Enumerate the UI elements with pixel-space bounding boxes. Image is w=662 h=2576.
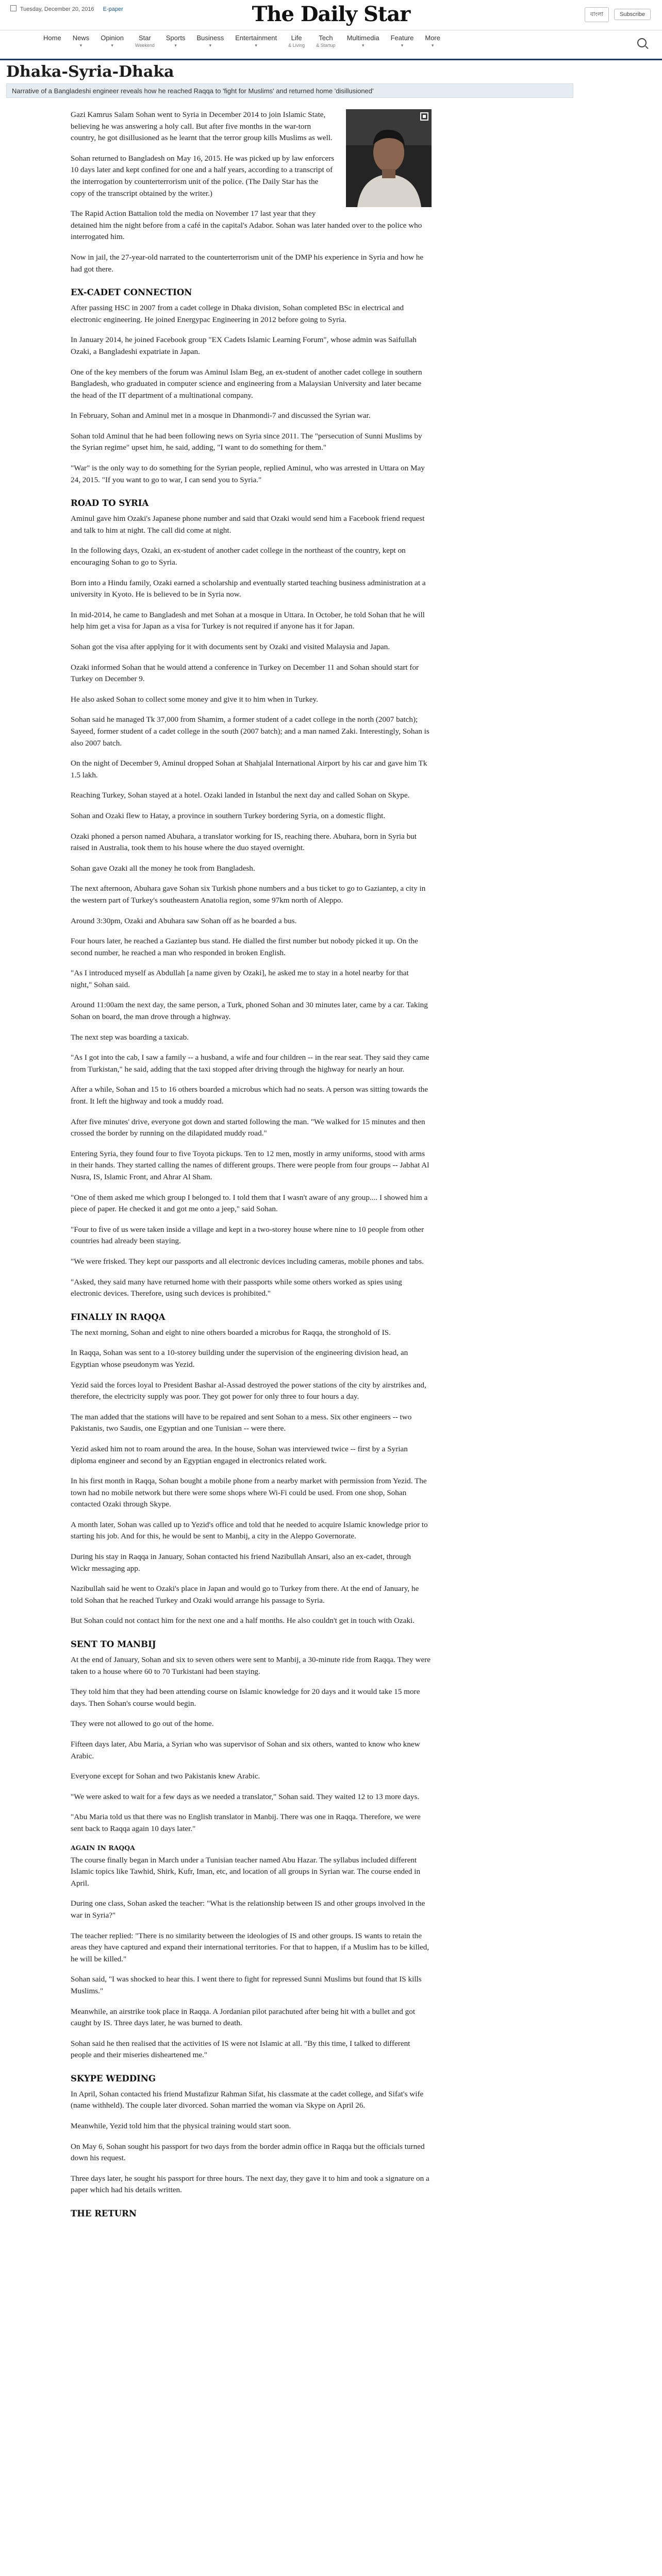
main-nav	[0, 30, 662, 60]
paragraph: Entering Syria, they found four to five Toyota pickups. Ten to 12 men, mostly in army uniforms, stood with arms in their hands. They started calling the names of different groups. There were people from four groups -- Jabhat Al Nusra, IS, Islamic Front, and Ahrar Al Sham.	[71, 1149, 429, 1181]
nav-item-sub: ▾	[401, 43, 404, 48]
nav-item[interactable]	[135, 34, 155, 49]
paragraph: In Raqqa, Sohan was sent to a 10-storey building under the supervision of the engineering division head, an Egyptian whose pseudonym was Yezid.	[71, 1348, 408, 1369]
expand-icon[interactable]	[420, 112, 428, 121]
paragraph: "As I got into the cab, I saw a family -- a husband, a wife and four children -- in the rear seat. They said they came from Turkistan," he said, adding that the taxi stopped after driving through the highway for nearly an hour.	[71, 1053, 429, 1074]
paragraph: He also asked Sohan to collect some money and give it to him when in Turkey.	[71, 694, 318, 704]
paragraph: "Four to five of us were taken inside a village and kept in a two-storey house where nine to 10 people from other countries had already been staying.	[71, 1225, 424, 1246]
paragraph: After a while, Sohan and 15 to 16 others boarded a microbus which had no seats. A person was sitting towards the front. It left the highway and took a muddy road.	[71, 1085, 428, 1106]
nav-item-sub: ▾	[255, 43, 257, 48]
bangla-link[interactable]: বাংলা	[585, 7, 609, 22]
paragraph: Four hours later, he reached a Gaziantep bus stand. He dialled the first number but nobody picked it up. On the second number, he reached a man who responded in broken English.	[71, 937, 418, 957]
section-heading: EX-CADET CONNECTION	[71, 287, 192, 298]
nav-item-sub: & Startup	[316, 43, 336, 48]
paragraph: In February, Sohan and Aminul met in a mosque in Dhanmondi-7 and discussed the Syrian war.	[71, 411, 371, 420]
paragraph: Sohan said he managed Tk 37,000 from Shamim, a former student of a cadet college in the north (2007 batch); Sayeed, former student of a cadet college in the south (2007 batch); and a man named Zaki. Interestingly, Sohan is also 2007 batch.	[71, 715, 429, 748]
nav-item[interactable]	[347, 34, 379, 49]
paragraph: Aminul gave him Ozaki's Japanese phone number and said that Ozaki would send him a Facebook friend request and talk to him at night. The call did come at night.	[71, 514, 425, 535]
epaper-link[interactable]: E-paper	[103, 6, 123, 12]
paragraph: They were not allowed to go out of the home.	[71, 1719, 214, 1728]
paragraph: In mid-2014, he came to Bangladesh and met Sohan at a mosque in Uttara. In October, he told Sohan that he will help him get a visa for Japan as a visa for Turkey is not required if anyone has it for Japan.	[71, 610, 425, 631]
paragraph: Everyone except for Sohan and two Pakistanis knew Arabic.	[71, 1772, 260, 1781]
paragraph: During his stay in Raqqa in January, Sohan contacted his friend Nazibullah Ansari, also an ex-cadet, through Wickr messaging app.	[71, 1552, 411, 1573]
current-date: Tuesday, December 20, 2016	[20, 6, 94, 12]
nav-item-label: Sports	[166, 34, 186, 42]
nav-item[interactable]	[288, 34, 305, 49]
paragraph: Three days later, he sought his passport for three hours. The next day, they gave it to him and took a signature on a paper which had his details written.	[71, 2174, 429, 2195]
nav-item[interactable]	[166, 34, 186, 49]
paragraph: Sohan told Aminul that he had been following news on Syria since 2011. The "persecution of Sunni Muslims by the Syrian regime" upset him, he said, adding, "I want to do something for them."	[71, 431, 422, 452]
paragraph: After passing HSC in 2007 from a cadet college in Dhaka division, Sohan completed BSc in electrical and electronic engineering. He joined Energypac Engineering in 2012 before going to Syria.	[71, 303, 404, 324]
paragraph: At the end of January, Sohan and six to seven others were sent to Manbij, a 30-minute ride from Raqqa. They were taken to a house where 60 to 70 Turkistani had been staying.	[71, 1655, 431, 1676]
paragraph: After five minutes' drive, everyone got down and started following the man. "We walked for 15 minutes and then crossed the border by running on the dilapidated muddy road."	[71, 1117, 425, 1138]
paragraph: "As I introduced myself as Abdullah [a name given by Ozaki], he asked me to stay in a hotel nearby for that night," Sohan said.	[71, 969, 409, 989]
nav-item-sub: Weekend	[135, 43, 155, 48]
paragraph: Sohan returned to Bangladesh on May 16, 2015. He was picked up by law enforcers 10 days later and kept confined for one and a half years, according to a transcript of the interrogation by counterterrorism unit of the police. (The Daily Star has the copy of the transcript obtained by the writer.)	[71, 154, 335, 198]
nav-item-label: More	[425, 34, 440, 42]
paragraph: The next afternoon, Abuhara gave Sohan six Turkish phone numbers and a bus ticket to go to Gaziantep, a city in the western part of Turkey's southeastern Anatolia region, some 97km north of Aleppo.	[71, 884, 426, 905]
paragraph: But Sohan could not contact him for the next one and a half months. He also couldn't get in touch with Ozaki.	[71, 1616, 415, 1625]
nav-item[interactable]	[196, 34, 224, 49]
top-links	[582, 7, 651, 22]
paragraph: Around 11:00am the next day, the same person, a Turk, phoned Sohan and 30 minutes later, came by a car. Taking Sohan on board, the man drove through a highway.	[71, 1001, 428, 1022]
paragraph: The Rapid Action Battalion told the media on November 17 last year that they detained him the night before from a café in the capital's Adabor. Sohan was later handed over to the police who interrogated him.	[71, 209, 422, 242]
nav-item[interactable]	[43, 34, 61, 42]
nav-item-sub: ▾	[209, 43, 212, 48]
paragraph: During one class, Sohan asked the teacher: "What is the relationship between IS and other groups involved in the war in Syria?"	[71, 1899, 425, 1920]
paragraph: On May 6, Sohan sought his passport for two days from the border admin office in Raqqa but the officials turned down his request.	[71, 2142, 425, 2163]
nav-item[interactable]	[316, 34, 336, 49]
section-heading: THE RETURN	[71, 2209, 137, 2219]
nav-item-label: Multimedia	[346, 34, 379, 42]
nav-item-label: Entertainment	[235, 34, 277, 42]
paragraph: Ozaki phoned a person named Abuhara, a translator working for IS, reaching there. Abuhara, born in Syria but raised in Australia, took them to his house where the duo stayed overnight.	[71, 832, 417, 853]
paragraph: Now in jail, the 27-year-old narrated to the counterterrorism unit of the DMP his experience in Syria and how he had got there.	[71, 252, 424, 274]
article-photo[interactable]	[346, 109, 432, 207]
nav-item-label: Home	[43, 34, 61, 42]
section-heading: ROAD TO SYRIA	[71, 498, 149, 509]
paragraph: "One of them asked me which group I belonged to. I told them that I wasn't aware of any group.... I showed him a piece of paper. He checked it and got me onto a jeep," said Sohan.	[71, 1193, 428, 1214]
paragraph: The next step was boarding a taxicab.	[71, 1032, 189, 1042]
paragraph: Born into a Hindu family, Ozaki earned a scholarship and eventually started teaching business administration at a university in Kyoto. He is believed to be in Syria now.	[71, 578, 426, 599]
paragraph: They told him that they had been attending course on Islamic knowledge for 20 days and it would take 15 more days. Then Sohan's course would begin.	[71, 1687, 420, 1708]
section-heading: FINALLY IN RAQQA	[71, 1312, 166, 1322]
nav-item-label: Tech	[319, 34, 333, 42]
nav-item-sub: ▾	[111, 43, 113, 48]
paragraph: The course finally began in March under a Tunisian teacher named Abu Hazar. The syllabus included different Islamic topics like Tawhid, Shirk, Kufr, Iman, etc, and location of all groups in Syrian war. The course ended in April.	[71, 1855, 421, 1888]
paragraph: "Asked, they said many have returned home with their passports while some others worked as spies using electronic devices. Therefore, using such devices is prohibited."	[71, 1277, 402, 1298]
paragraph: Gazi Kamrus Salam Sohan went to Syria in December 2014 to join Islamic State, believing he was answering a holy call. But after five months in the war-torn country, he got disillusioned as he learnt that the terror group kills Muslims as well.	[71, 110, 333, 143]
top-bar	[0, 0, 662, 30]
nav-item-sub: ▾	[174, 43, 177, 48]
paragraph: Sohan said he then realised that the activities of IS were not Islamic at all. "By this time, I talked to different people and their miseries disheartened me."	[71, 2039, 410, 2060]
nav-item-label: Opinion	[101, 34, 124, 42]
nav-item[interactable]	[391, 34, 414, 49]
paragraph: On the night of December 9, Aminul dropped Sohan at Shahjalal International Airport by his car and gave him Tk 1.5 lakh.	[71, 759, 427, 779]
nav-item[interactable]	[101, 34, 124, 49]
paragraph: A month later, Sohan was called up to Yezid's office and told that he needed to acquire Islamic knowledge prior to starting his job. And for this, he would be sent to Manbij, a city in the Aleppo Governorate.	[71, 1520, 428, 1541]
paragraph: Sohan said, "I was shocked to hear this. I went there to fight for repressed Sunni Muslims but found that IS kills Muslims."	[71, 1975, 422, 1995]
paragraph: Ozaki informed Sohan that he would attend a conference in Turkey on December 11 and Sohan should start for Turkey on December 9.	[71, 663, 419, 684]
paragraph: In the following days, Ozaki, an ex-student of another cadet college in the northeast of the country, kept on encouraging Sohan to go to Syria.	[71, 546, 406, 567]
paragraph: Nazibullah said he went to Ozaki's place in Japan and would go to Turkey from there. At the end of January, he told Sohan that he reached Turkey and Ozaki would arrange his passage to Syria.	[71, 1584, 419, 1605]
section-heading: SENT TO MANBIJ	[71, 1639, 156, 1650]
paragraph: Sohan gave Ozaki all the money he took from Bangladesh.	[71, 863, 255, 873]
nav-item-sub: ▾	[431, 43, 434, 48]
search-icon[interactable]	[637, 38, 647, 47]
paragraph: Around 3:30pm, Ozaki and Abuhara saw Sohan off as he boarded a bus.	[71, 916, 297, 925]
paragraph: In his first month in Raqqa, Sohan bought a mobile phone from a nearby market with permission from Yezid. The town had no mobile network but there were some shops where Wi-Fi could be used. From one shop, Sohan contacted Ozaki through Skype.	[71, 1477, 427, 1509]
paragraph: Reaching Turkey, Sohan stayed at a hotel. Ozaki landed in Istanbul the next day and called Sohan on Skype.	[71, 791, 410, 800]
paragraph: In April, Sohan contacted his friend Mustafizur Rahman Sifat, his classmate at the cadet college, and Sifat's wife (name withheld). The couple later divorced. Sohan married the woman via Skype on April 26.	[71, 2089, 424, 2110]
paragraph: The teacher replied: "There is no similarity between the ideologies of IS and other groups. IS wants to retain the areas they have captured and expand their international territories. For that to happen, if a Muslim has to be killed, he will be killed."	[71, 1931, 429, 1963]
paragraph: Meanwhile, an airstrike took place in Raqqa. A Jordanian pilot parachuted after being hit with a bullet and got caught by IS. Three days later, he was burned to death.	[71, 2007, 416, 2028]
paragraph: "Abu Maria told us that there was no English translator in Manbij. There was one in Raqqa. Therefore, we were sent back to Raqqa again 10 days later."	[71, 1812, 421, 1833]
paragraph: Yezid said the forces loyal to President Bashar al-Assad destroyed the power stations of the city by airstrikes and, therefore, the electricity supply was poor. They got power for only three to four hours a day.	[71, 1380, 426, 1401]
nav-item-label: Life	[291, 34, 302, 42]
nav-item[interactable]	[73, 34, 90, 49]
nav-item-sub: & Living	[288, 43, 305, 48]
nav-item[interactable]	[235, 34, 277, 49]
paragraph: Sohan got the visa after applying for it with documents sent by Ozaki and visited Malaysia and Japan.	[71, 642, 390, 651]
nav-item-sub: ▾	[79, 43, 82, 48]
article-body	[71, 109, 432, 2224]
paragraph: The next morning, Sohan and eight to nine others boarded a microbus for Raqqa, the stronghold of IS.	[71, 1328, 391, 1337]
paragraph: Yezid asked him not to roam around the area. In the house, Sohan was interviewed twice -- first by a Syrian diploma engineer and second by an Egyptian engaged in electronics related work.	[71, 1444, 408, 1465]
nav-item-label: News	[72, 34, 90, 42]
portrait-image	[346, 109, 432, 207]
paragraph: Sohan and Ozaki flew to Hatay, a province in southern Turkey bordering Syria, on a domestic flight.	[71, 811, 386, 820]
nav-item-label: Star	[139, 34, 151, 42]
paragraph: One of the key members of the forum was Aminul Islam Beg, an ex-student of another cadet college in southern Bangladesh, who graduated in computer science and engineering from a Malaysian University and later became the head of the IT department of a multinational company.	[71, 367, 422, 400]
article-title: Dhaka-Syria-Dhaka	[6, 63, 174, 81]
section-heading: SKYPE WEDDING	[71, 2073, 156, 2083]
article-subtitle: Narrative of a Bangladeshi engineer reveals how he reached Raqqa to 'fight for Muslims' and returned home 'disillusioned'	[6, 83, 573, 98]
nav-items	[43, 34, 452, 55]
nav-item-label: Feature	[390, 34, 414, 42]
site-logo[interactable]: The Daily Star	[252, 2, 410, 26]
paragraph: "War" is the only way to do something for the Syrian people, replied Aminul, who was arrested in Uttara on May 24, 2015. "If you want to go to war, I can send you to Syria."	[71, 464, 425, 484]
nav-item[interactable]	[425, 34, 440, 49]
paragraph: Meanwhile, Yezid told him that the physical training would start soon.	[71, 2122, 291, 2131]
section-heading: AGAIN IN RAQQA	[71, 1843, 135, 1852]
paragraph: The man added that the stations will have to be repaired and sent Sohan to a mess. Six other engineers -- two Pakistanis, two Saudis, one Egyptian and one Tunisian -- were there.	[71, 1412, 412, 1433]
paragraph: In January 2014, he joined Facebook group "EX Cadets Islamic Learning Forum", whose admin was Saifullah Ozaki, a Bangladeshi expatriate in Japan.	[71, 335, 417, 356]
paragraph: Fifteen days later, Abu Maria, a Syrian who was supervisor of Sohan and six others, wanted to know who knew Arabic.	[71, 1740, 420, 1760]
paragraph: "We were asked to wait for a few days as we needed a translator," Sohan said. They waited 12 to 13 more days.	[71, 1792, 420, 1801]
nav-item-sub: ▾	[361, 43, 365, 48]
nav-item-label: Business	[196, 34, 224, 42]
paragraph: "We were frisked. They kept our passports and all electronic devices including cameras, mobile phones and tabs.	[71, 1257, 424, 1266]
subscribe-button[interactable]: Subscribe	[614, 9, 651, 20]
